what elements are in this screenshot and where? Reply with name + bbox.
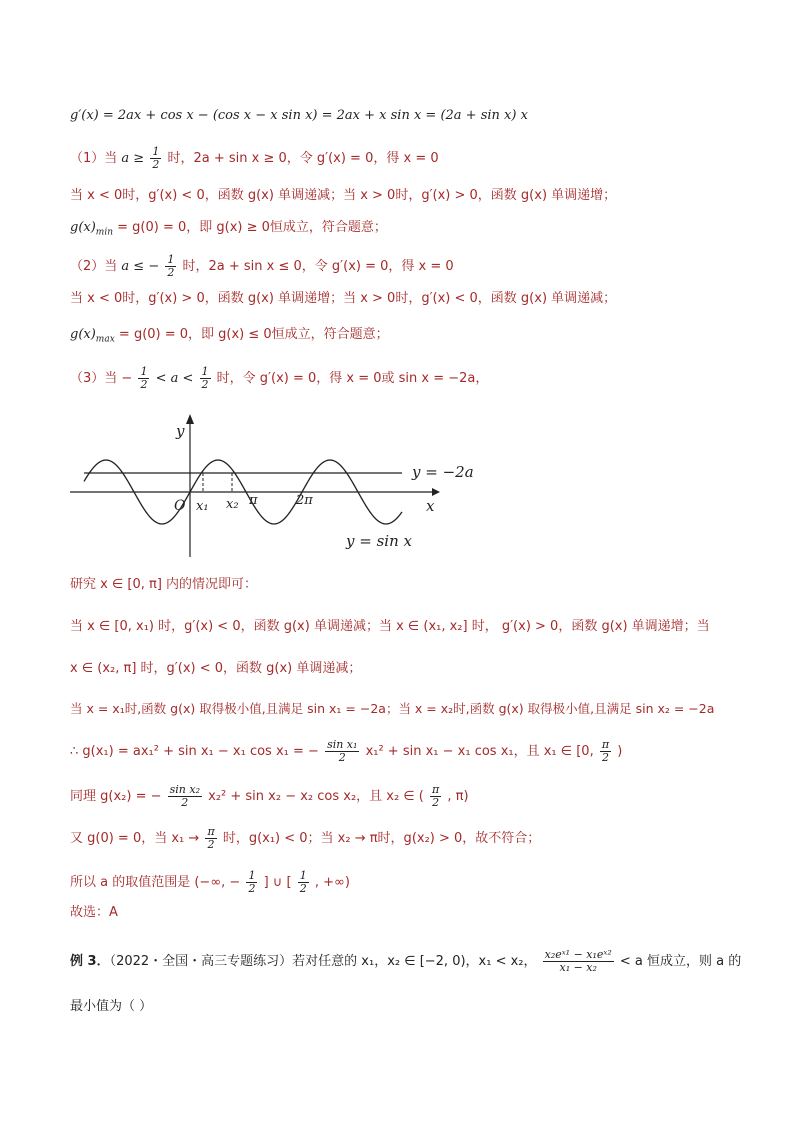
- x-axis-arrow: [432, 488, 440, 496]
- answer-text: 故选：A: [70, 905, 118, 920]
- label-curve: y = sin x: [346, 532, 412, 550]
- conclusion-line: [70, 826, 540, 851]
- fraction-half-6: $\frac{1}{2}$: [299, 869, 307, 895]
- extremum-line: [70, 700, 714, 718]
- label-x1: x₁: [196, 499, 209, 514]
- case1-prefix: （1）当: [70, 151, 118, 166]
- case1-line: [70, 146, 439, 171]
- case1-min-text: = g(0) = 0，即 g(x) ≥ 0恒成立，符合题意；: [113, 220, 387, 235]
- case3-line: [70, 366, 488, 391]
- interval-monotonic-line-2: [70, 660, 361, 678]
- example-3-stem: （2022・全国・高三专题练习）若对任意的 x₁，x₂ ∈ [−2, 0)，x₁ < x₂，: [109, 954, 537, 969]
- g-max-label: g(x): [70, 327, 96, 342]
- study-interval-line: [70, 576, 257, 594]
- y-axis-arrow: [186, 414, 194, 424]
- example-3-label: 例 3．: [70, 954, 110, 969]
- case3-prefix: （3）当 −: [70, 371, 133, 386]
- example-3-fraction: $\frac{\text{x₂eˣ¹ − x₁eˣ²}}{\text{x₁ − x₂}}$: [544, 948, 612, 974]
- gx2-prefix: 同理 g(x₂) = −: [70, 789, 162, 804]
- interval-monotonic-text-2: x ∈ (x₂, π] 时，g′(x) < 0，函数 g(x) 单调递减；: [70, 661, 362, 676]
- case3-rest: 时，令 g′(x) = 0，得 x = 0或 sin x = −2a，: [216, 371, 489, 386]
- extremum-text: 当 x = x₁时,函数 g(x) 取得极小值,且满足 sin x₁ = −2a；当 x = x₂时,函数 g(x) 取得极小值,且满足 sin x₂ = −2a: [70, 701, 715, 716]
- case2-prefix: （2）当: [70, 259, 118, 274]
- case2-cond: a ≤ −: [121, 259, 160, 274]
- case1-min-line: [70, 219, 387, 242]
- fraction-half: $\frac{1}{2}$: [152, 145, 160, 171]
- range-prefix: 所以 a 的取值范围是 (−∞, −: [70, 875, 241, 890]
- label-line: y = −2a: [412, 463, 474, 481]
- max-sub: max: [95, 334, 115, 345]
- min-sub: min: [95, 227, 114, 238]
- case2-monotonic-line: [70, 290, 616, 308]
- study-interval-text: 研究 x ∈ [0, π] 内的情况即可：: [70, 577, 258, 592]
- case2-monotonic-text: 当 x < 0时，g′(x) > 0，函数 g(x) 单调递增；当 x > 0时，g′(x) < 0，函数 g(x) 单调递减；: [70, 291, 617, 306]
- example-3-cond: < a 恒成立，则 a 的: [619, 954, 742, 969]
- label-y: y: [176, 422, 185, 440]
- case1-monotonic-line: [70, 187, 616, 205]
- label-x2: x₂: [226, 497, 239, 512]
- derivative-text: g′(x) = 2ax + cos x − (cos x − x sin x) = 2ax + x sin x = (2a + sin x) x: [70, 108, 528, 123]
- gx2-line: [70, 784, 469, 809]
- sine-graph: [70, 412, 474, 562]
- case2-max-text: = g(0) = 0，即 g(x) ≤ 0恒成立，符合题意；: [114, 327, 389, 342]
- example-3-line-2: [70, 998, 152, 1016]
- fraction-sinx2: $\frac{\text{sin x₂}}{2}$: [169, 783, 200, 809]
- derivative-line: [70, 107, 528, 125]
- fraction-pi-half-3: $\frac{\pi}{2}$: [207, 825, 215, 851]
- gx1-line: [70, 739, 622, 764]
- fraction-pi-half: $\frac{\pi}{2}$: [601, 738, 610, 764]
- fraction-half-5: $\frac{1}{2}$: [248, 869, 256, 895]
- fraction-half-2: $\frac{1}{2}$: [167, 253, 175, 279]
- fraction-half-3: $\frac{1}{2}$: [140, 365, 148, 391]
- range-middle: ] ∪ [: [263, 875, 292, 890]
- interval-monotonic-text: 当 x ∈ [0, x₁) 时，g′(x) < 0，函数 g(x) 单调递减；当 x ∈ (x₁, x₂] 时， g′(x) > 0，函数 g(x) 单调递增；当: [70, 619, 710, 634]
- range-suffix: , +∞): [314, 875, 350, 890]
- gx2-suffix: , π): [447, 789, 469, 804]
- case1-cond: a ≥: [121, 151, 145, 166]
- range-line: [70, 870, 350, 895]
- case2-rest: 时，2a + sin x ≤ 0，令 g′(x) = 0，得 x = 0: [182, 259, 454, 274]
- case1-rest: 时，2a + sin x ≥ 0，令 g′(x) = 0，得 x = 0: [167, 151, 439, 166]
- gx1-suffix: ): [617, 744, 623, 759]
- gx1-prefix: ∴ g(x₁) = ax₁² + sin x₁ − x₁ cos x₁ = −: [70, 744, 319, 759]
- example-3-line: [70, 949, 741, 974]
- example-3-question: 最小值为（ ）: [70, 999, 153, 1014]
- fraction-sinx1: $\frac{\text{sin x₁}}{2}$: [327, 738, 358, 764]
- conclusion-prefix: 又 g(0) = 0，当 x₁ →: [70, 831, 200, 846]
- interval-monotonic-line: [70, 618, 710, 636]
- fraction-half-4: $\frac{1}{2}$: [201, 365, 209, 391]
- gx1-middle: x₁² + sin x₁ − x₁ cos x₁，且 x₁ ∈ [0,: [365, 744, 594, 759]
- gx2-middle: x₂² + sin x₂ − x₂ cos x₂，且 x₂ ∈ (: [208, 789, 424, 804]
- label-origin: O: [174, 498, 186, 514]
- case1-monotonic-text: 当 x < 0时，g′(x) < 0，函数 g(x) 单调递减；当 x > 0时，g′(x) > 0，函数 g(x) 单调递增；: [70, 188, 617, 203]
- conclusion-rest: 时，g(x₁) < 0；当 x₂ → π时，g(x₂) > 0，故不符合；: [222, 831, 541, 846]
- case2-line: [70, 254, 454, 279]
- label-2pi: 2π: [296, 493, 313, 508]
- fraction-pi-half-2: $\frac{\pi}{2}$: [432, 783, 440, 809]
- g-min-label: g(x): [70, 220, 96, 235]
- label-x: x: [426, 497, 435, 515]
- answer-line: [70, 904, 118, 922]
- label-pi: π: [249, 493, 258, 508]
- case3-cond: < a <: [155, 371, 194, 386]
- case2-max-line: [70, 326, 389, 349]
